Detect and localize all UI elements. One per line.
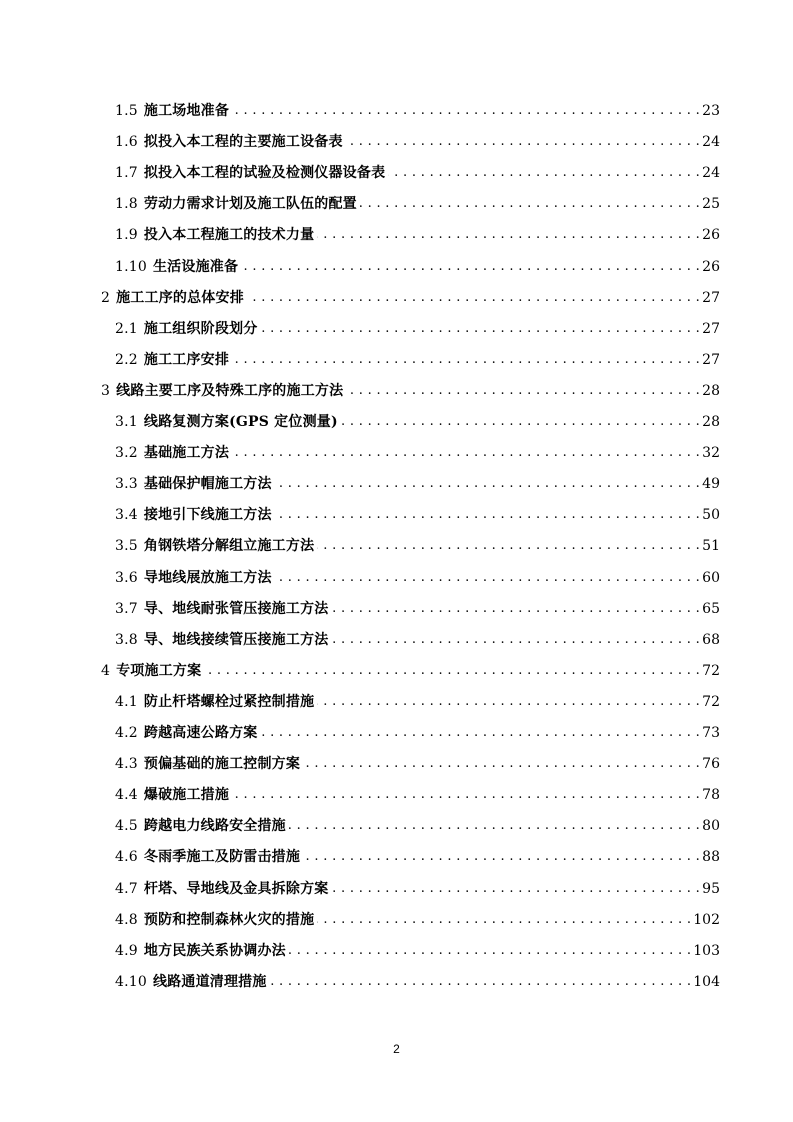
toc-entry[interactable] (115, 256, 720, 278)
dot-leader (289, 815, 702, 837)
toc-entry-title (115, 940, 289, 962)
dot-leader (232, 784, 702, 806)
toc-entry-text: 拟投入本工程的主要施工设备表 (143, 134, 343, 151)
toc-entry[interactable] (115, 598, 720, 620)
toc-entry[interactable] (115, 318, 720, 340)
toc-entry[interactable] (115, 224, 720, 246)
toc-entry-text: 地方民族关系协调办法 (143, 942, 286, 959)
page-number: 2 (393, 1042, 400, 1056)
toc-entry-text: 基础保护帽施工方法 (143, 476, 272, 493)
toc-entry-number: 4.4 (115, 787, 138, 804)
toc-entry-title (115, 909, 317, 931)
toc-entry-title (115, 535, 317, 557)
toc-entry-page: 78 (702, 787, 720, 804)
toc-entry-number: 2.2 (115, 351, 138, 368)
toc-entry[interactable] (115, 971, 720, 993)
toc-entry-text: 接地引下线施工方法 (143, 507, 272, 524)
toc-entry-number: 1.6 (115, 134, 138, 151)
toc-entry-page: 24 (702, 134, 720, 151)
toc-entry-page: 104 (693, 973, 720, 990)
toc-entry-title (115, 162, 388, 184)
toc-entry[interactable] (115, 131, 720, 153)
toc-entry-text: 施工场地准备 (143, 103, 230, 119)
dot-leader (232, 100, 702, 122)
toc-entry-text: 杆塔、导地线及金具拆除方案 (143, 880, 329, 897)
toc-entry-title (115, 971, 270, 993)
toc-entry-number: 4.1 (115, 693, 138, 710)
toc-entry-page: 80 (702, 818, 720, 835)
toc-entry-title (115, 846, 303, 868)
toc-entry-title (115, 629, 331, 651)
toc-entry-page: 27 (702, 351, 720, 368)
toc-entry-number: 4.2 (115, 725, 138, 741)
dot-leader (360, 193, 702, 215)
toc-entry-page: 72 (702, 693, 720, 710)
toc-entry[interactable] (115, 815, 720, 837)
toc-entry-number: 3 (101, 382, 111, 399)
toc-entry-text: 施工工序安排 (143, 351, 230, 368)
toc-entry[interactable] (115, 567, 720, 589)
dot-leader (346, 131, 702, 153)
toc-entry[interactable] (115, 784, 720, 806)
toc-entry-title (101, 380, 346, 402)
toc-entry-number: 3.6 (115, 569, 138, 586)
toc-entry-number: 3.7 (115, 600, 138, 617)
toc-entry-page: 103 (693, 942, 720, 959)
toc-entry-title (115, 224, 317, 246)
toc-entry-number: 3.1 (115, 414, 138, 430)
dot-leader (204, 660, 702, 682)
dot-leader (260, 318, 702, 340)
toc-entry-page: 28 (702, 414, 720, 430)
toc-entry-text: 爆破施工措施 (143, 787, 230, 804)
dot-leader (303, 846, 702, 868)
toc-entry-page: 51 (702, 538, 720, 555)
dot-leader (317, 535, 702, 557)
toc-entry-text: 线路通道清理措施 (152, 973, 267, 990)
toc-entry-page: 28 (702, 382, 720, 399)
toc-entry-text: 预防和控制森林火灾的措施 (143, 911, 315, 928)
toc-entry[interactable] (115, 878, 720, 900)
toc-entry[interactable] (115, 691, 720, 713)
toc-entry-page: 25 (702, 196, 720, 213)
toc-entry-text: 生活设施准备 (152, 258, 239, 275)
toc-entry-text: 导、地线接续管压接施工方法 (143, 631, 329, 648)
toc-entry-page: 50 (702, 507, 720, 524)
dot-leader (317, 909, 693, 931)
toc-entry-title (115, 504, 275, 526)
dot-leader (289, 940, 693, 962)
toc-entry-page: 32 (702, 445, 720, 462)
toc-entry-page: 88 (702, 849, 720, 866)
toc-entry-title (115, 193, 360, 215)
toc-entry-number: 4.8 (115, 911, 138, 928)
toc-entry-page: 27 (702, 320, 720, 337)
toc-entry[interactable] (115, 629, 720, 651)
dot-leader (331, 878, 702, 900)
toc-entry-number: 4.3 (115, 756, 138, 773)
dot-leader (303, 753, 702, 775)
toc-entry-title (115, 256, 241, 278)
toc-entry[interactable] (115, 473, 720, 495)
toc-entry-title (115, 411, 341, 433)
dot-leader (232, 349, 702, 371)
toc-entry[interactable] (101, 660, 720, 682)
toc-entry-page: 26 (702, 227, 720, 244)
toc-entry-page: 65 (702, 600, 720, 617)
toc-entry-title (115, 878, 331, 900)
toc-entry-number: 1.8 (115, 196, 138, 213)
toc-entry-page: 26 (702, 258, 720, 275)
dot-leader (331, 598, 702, 620)
toc-entry[interactable] (115, 909, 720, 931)
dot-leader (275, 504, 702, 526)
toc-entry-title (115, 100, 232, 122)
toc-entry[interactable] (115, 442, 720, 464)
toc-entry-title (115, 131, 346, 153)
toc-entry[interactable] (115, 940, 720, 962)
toc-entry-text: 专项施工方案 (116, 662, 202, 679)
toc-entry-title (115, 691, 317, 713)
toc-entry-text: 基础施工方法 (143, 445, 230, 462)
toc-entry-number: 2 (101, 289, 111, 306)
toc-entry-number: 4.5 (115, 818, 138, 835)
toc-entry-number: 1.10 (115, 258, 147, 275)
toc-entry-page: 23 (702, 103, 720, 119)
toc-entry-number: 1.9 (115, 227, 138, 244)
toc-entry[interactable] (115, 193, 720, 215)
toc-entry[interactable] (115, 100, 720, 122)
toc-entry-title (115, 318, 260, 340)
toc-entry-text: 跨越电力线路安全措施 (143, 818, 286, 835)
toc-entry-title (115, 753, 303, 775)
toc-entry-page: 27 (702, 289, 720, 306)
toc-entry-text: 线路复测方案(GPS 定位测量) (143, 414, 338, 430)
toc-entry[interactable] (115, 722, 720, 744)
toc-entry-page: 72 (702, 662, 720, 679)
toc-entry-title (101, 287, 247, 309)
toc-entry-text: 跨越高速公路方案 (143, 725, 258, 741)
toc-entry-text: 防止杆塔螺栓过紧控制措施 (143, 693, 315, 710)
toc-entry[interactable] (101, 380, 720, 402)
toc-entry-text: 施工工序的总体安排 (116, 289, 244, 306)
toc-entry[interactable] (115, 846, 720, 868)
toc-entry-text: 投入本工程施工的技术力量 (143, 227, 315, 244)
toc-entry-number: 2.1 (115, 320, 138, 337)
dot-leader (317, 691, 702, 713)
toc-entry-text: 预偏基础的施工控制方案 (143, 756, 301, 773)
dot-leader (341, 411, 702, 433)
toc-entry-page: 60 (702, 569, 720, 586)
toc-entry[interactable] (115, 411, 720, 433)
toc-entry-text: 线路主要工序及特殊工序的施工方法 (116, 382, 344, 399)
toc-entry[interactable] (115, 504, 720, 526)
toc-entry-title (115, 598, 331, 620)
toc-entry-page: 73 (702, 725, 720, 741)
toc-entry-title (115, 442, 232, 464)
toc-entry[interactable] (101, 287, 720, 309)
toc-entry[interactable] (115, 162, 720, 184)
toc-entry-title (115, 349, 232, 371)
dot-leader (247, 287, 702, 309)
dot-leader (260, 722, 702, 744)
dot-leader (317, 224, 702, 246)
toc-entry-number: 1.7 (115, 165, 138, 182)
toc-entry-number: 4.6 (115, 849, 138, 866)
toc-entry-number: 3.5 (115, 538, 138, 555)
toc-entry-text: 施工组织阶段划分 (143, 320, 258, 337)
toc-entry-number: 1.5 (115, 103, 138, 119)
toc-entry-text: 拟投入本工程的试验及检测仪器设备表 (143, 165, 386, 182)
toc-entry-number: 3.8 (115, 631, 138, 648)
toc-entry-number: 4.7 (115, 880, 138, 897)
toc-entry-number: 3.3 (115, 476, 138, 493)
toc-entry-text: 冬雨季施工及防雷击措施 (143, 849, 301, 866)
dot-leader (232, 442, 702, 464)
toc-entry-title (115, 567, 275, 589)
toc-entry-number: 3.2 (115, 445, 138, 462)
toc-entry-number: 4.9 (115, 942, 138, 959)
dot-leader (388, 162, 702, 184)
toc-entry-text: 劳动力需求计划及施工队伍的配置 (143, 196, 357, 213)
toc-entry-page: 102 (693, 911, 720, 928)
toc-entry-title (101, 660, 204, 682)
toc-entry-page: 95 (702, 880, 720, 897)
toc-entry-number: 3.4 (115, 507, 138, 524)
dot-leader (346, 380, 702, 402)
toc-entry-title (115, 722, 260, 744)
dot-leader (331, 629, 702, 651)
toc-entry-title (115, 815, 289, 837)
toc-entry-text: 导地线展放施工方法 (143, 569, 272, 586)
dot-leader (270, 971, 694, 993)
dot-leader (275, 473, 702, 495)
toc-entry-page: 68 (702, 631, 720, 648)
toc-entry-title (115, 473, 275, 495)
toc-entry-text: 导、地线耐张管压接施工方法 (143, 600, 329, 617)
toc-entry[interactable] (115, 753, 720, 775)
toc-entry[interactable] (115, 349, 720, 371)
toc-entry-number: 4.10 (115, 973, 147, 990)
toc-entry-text: 角钢铁塔分解组立施工方法 (143, 538, 315, 555)
dot-leader (275, 567, 702, 589)
toc-entry-title (115, 784, 232, 806)
toc-entry[interactable] (115, 535, 720, 557)
dot-leader (241, 256, 702, 278)
toc-entry-number: 4 (101, 662, 111, 679)
toc-entry-page: 49 (702, 476, 720, 493)
toc-entry-page: 76 (702, 756, 720, 773)
toc-entry-page: 24 (702, 165, 720, 182)
